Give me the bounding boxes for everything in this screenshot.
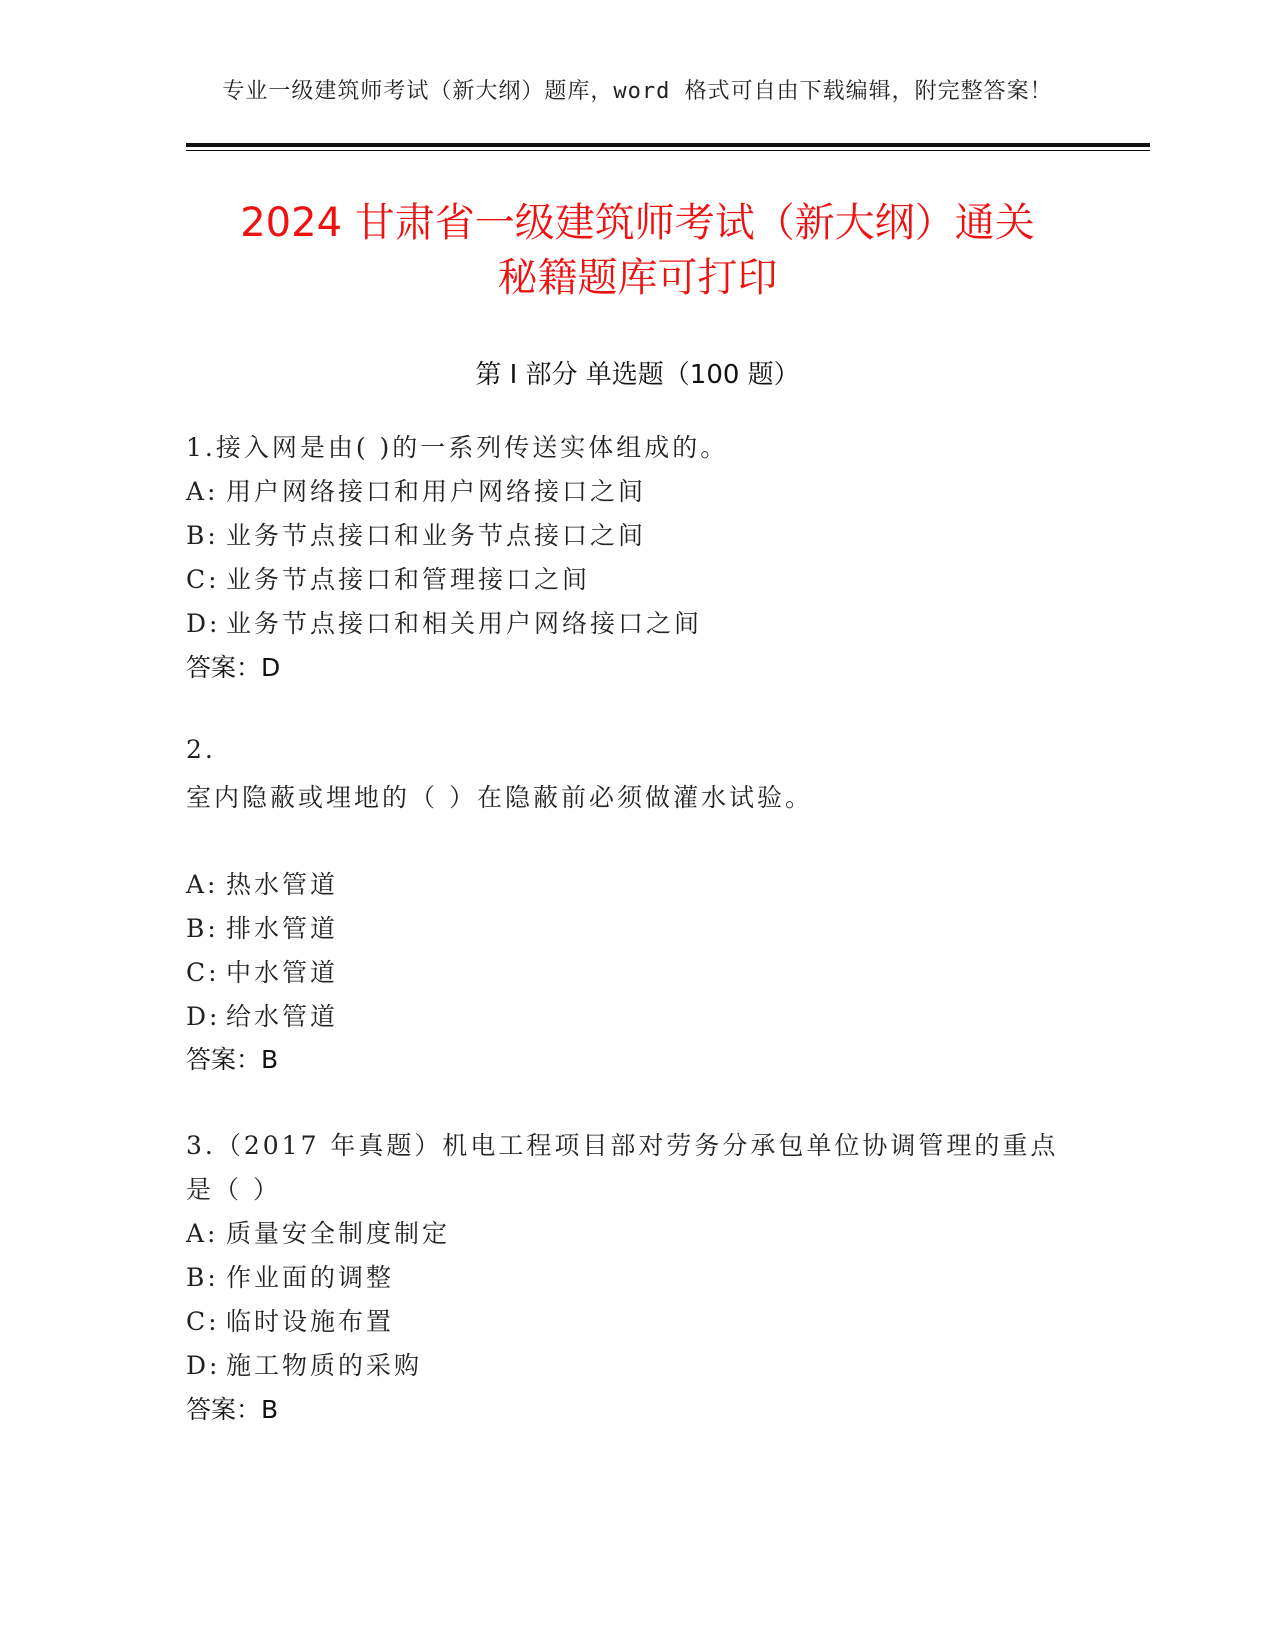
header-divider-thick bbox=[186, 143, 1150, 147]
question-3-option-b bbox=[186, 1258, 394, 1294]
option-key: C: bbox=[186, 565, 220, 594]
question-3-stem-line-2: 是（ ） bbox=[186, 1175, 281, 1204]
question-2-stem: 室内隐蔽或埋地的（ ）在隐蔽前必须做灌水试验。 bbox=[186, 783, 813, 812]
option-text: 排水管道 bbox=[226, 914, 339, 943]
option-text: 热水管道 bbox=[226, 870, 339, 899]
option-text: 业务节点接口和相关用户网络接口之间 bbox=[226, 609, 703, 638]
question-1-option-b bbox=[186, 516, 646, 552]
question-1-option-a bbox=[186, 472, 646, 508]
question-2-option-d bbox=[186, 997, 338, 1033]
header-divider-thin bbox=[186, 150, 1150, 151]
question-2-number: 2. bbox=[186, 735, 216, 764]
question-2-option-a bbox=[186, 865, 338, 901]
question-1-option-d bbox=[186, 604, 702, 640]
question-2-option-b bbox=[186, 909, 338, 945]
option-text: 中水管道 bbox=[226, 958, 339, 987]
header-note: 专业一级建筑师考试（新大纲）题库，word 格式可自由下载编辑，附完整答案！ bbox=[222, 79, 1053, 104]
option-text: 业务节点接口和业务节点接口之间 bbox=[226, 521, 647, 550]
option-text: 临时设施布置 bbox=[226, 1307, 395, 1336]
question-3-stem-line-1: 3.（2017 年真题）机电工程项目部对劳务分承包单位协调管理的重点 bbox=[186, 1131, 1059, 1160]
section-title: 第 I 部分 单选题（100 题） bbox=[475, 360, 800, 390]
option-key: C: bbox=[186, 958, 220, 987]
question-3-option-a bbox=[186, 1214, 450, 1250]
option-key: B: bbox=[186, 914, 219, 943]
option-text: 用户网络接口和用户网络接口之间 bbox=[226, 477, 647, 506]
question-3-option-c bbox=[186, 1302, 394, 1338]
option-key: B: bbox=[186, 1263, 219, 1292]
option-key: A: bbox=[186, 870, 219, 899]
question-1-answer: 答案：D bbox=[186, 653, 281, 682]
option-text: 作业面的调整 bbox=[226, 1263, 395, 1292]
document-title bbox=[0, 196, 1275, 306]
document-title-line-1: 2024 甘肃省一级建筑师考试（新大纲）通关 bbox=[240, 200, 1035, 246]
question-3-option-d bbox=[186, 1346, 422, 1382]
option-text: 给水管道 bbox=[226, 1002, 339, 1031]
option-key: D: bbox=[186, 1351, 221, 1380]
option-key: A: bbox=[186, 1219, 219, 1248]
option-text: 施工物质的采购 bbox=[226, 1351, 423, 1380]
question-3-answer: 答案：B bbox=[186, 1395, 279, 1424]
option-key: D: bbox=[186, 609, 221, 638]
question-1-option-c bbox=[186, 560, 590, 596]
option-text: 业务节点接口和管理接口之间 bbox=[226, 565, 591, 594]
option-key: A: bbox=[186, 477, 219, 506]
option-key: D: bbox=[186, 1002, 221, 1031]
document-title-line-2: 秘籍题库可打印 bbox=[497, 255, 778, 301]
option-key: C: bbox=[186, 1307, 220, 1336]
option-key: B: bbox=[186, 521, 219, 550]
option-text: 质量安全制度制定 bbox=[226, 1219, 451, 1248]
question-2-answer: 答案：B bbox=[186, 1045, 279, 1074]
question-1-stem: 1.接入网是由( )的一系列传送实体组成的。 bbox=[186, 433, 729, 462]
question-2-option-c bbox=[186, 953, 338, 989]
